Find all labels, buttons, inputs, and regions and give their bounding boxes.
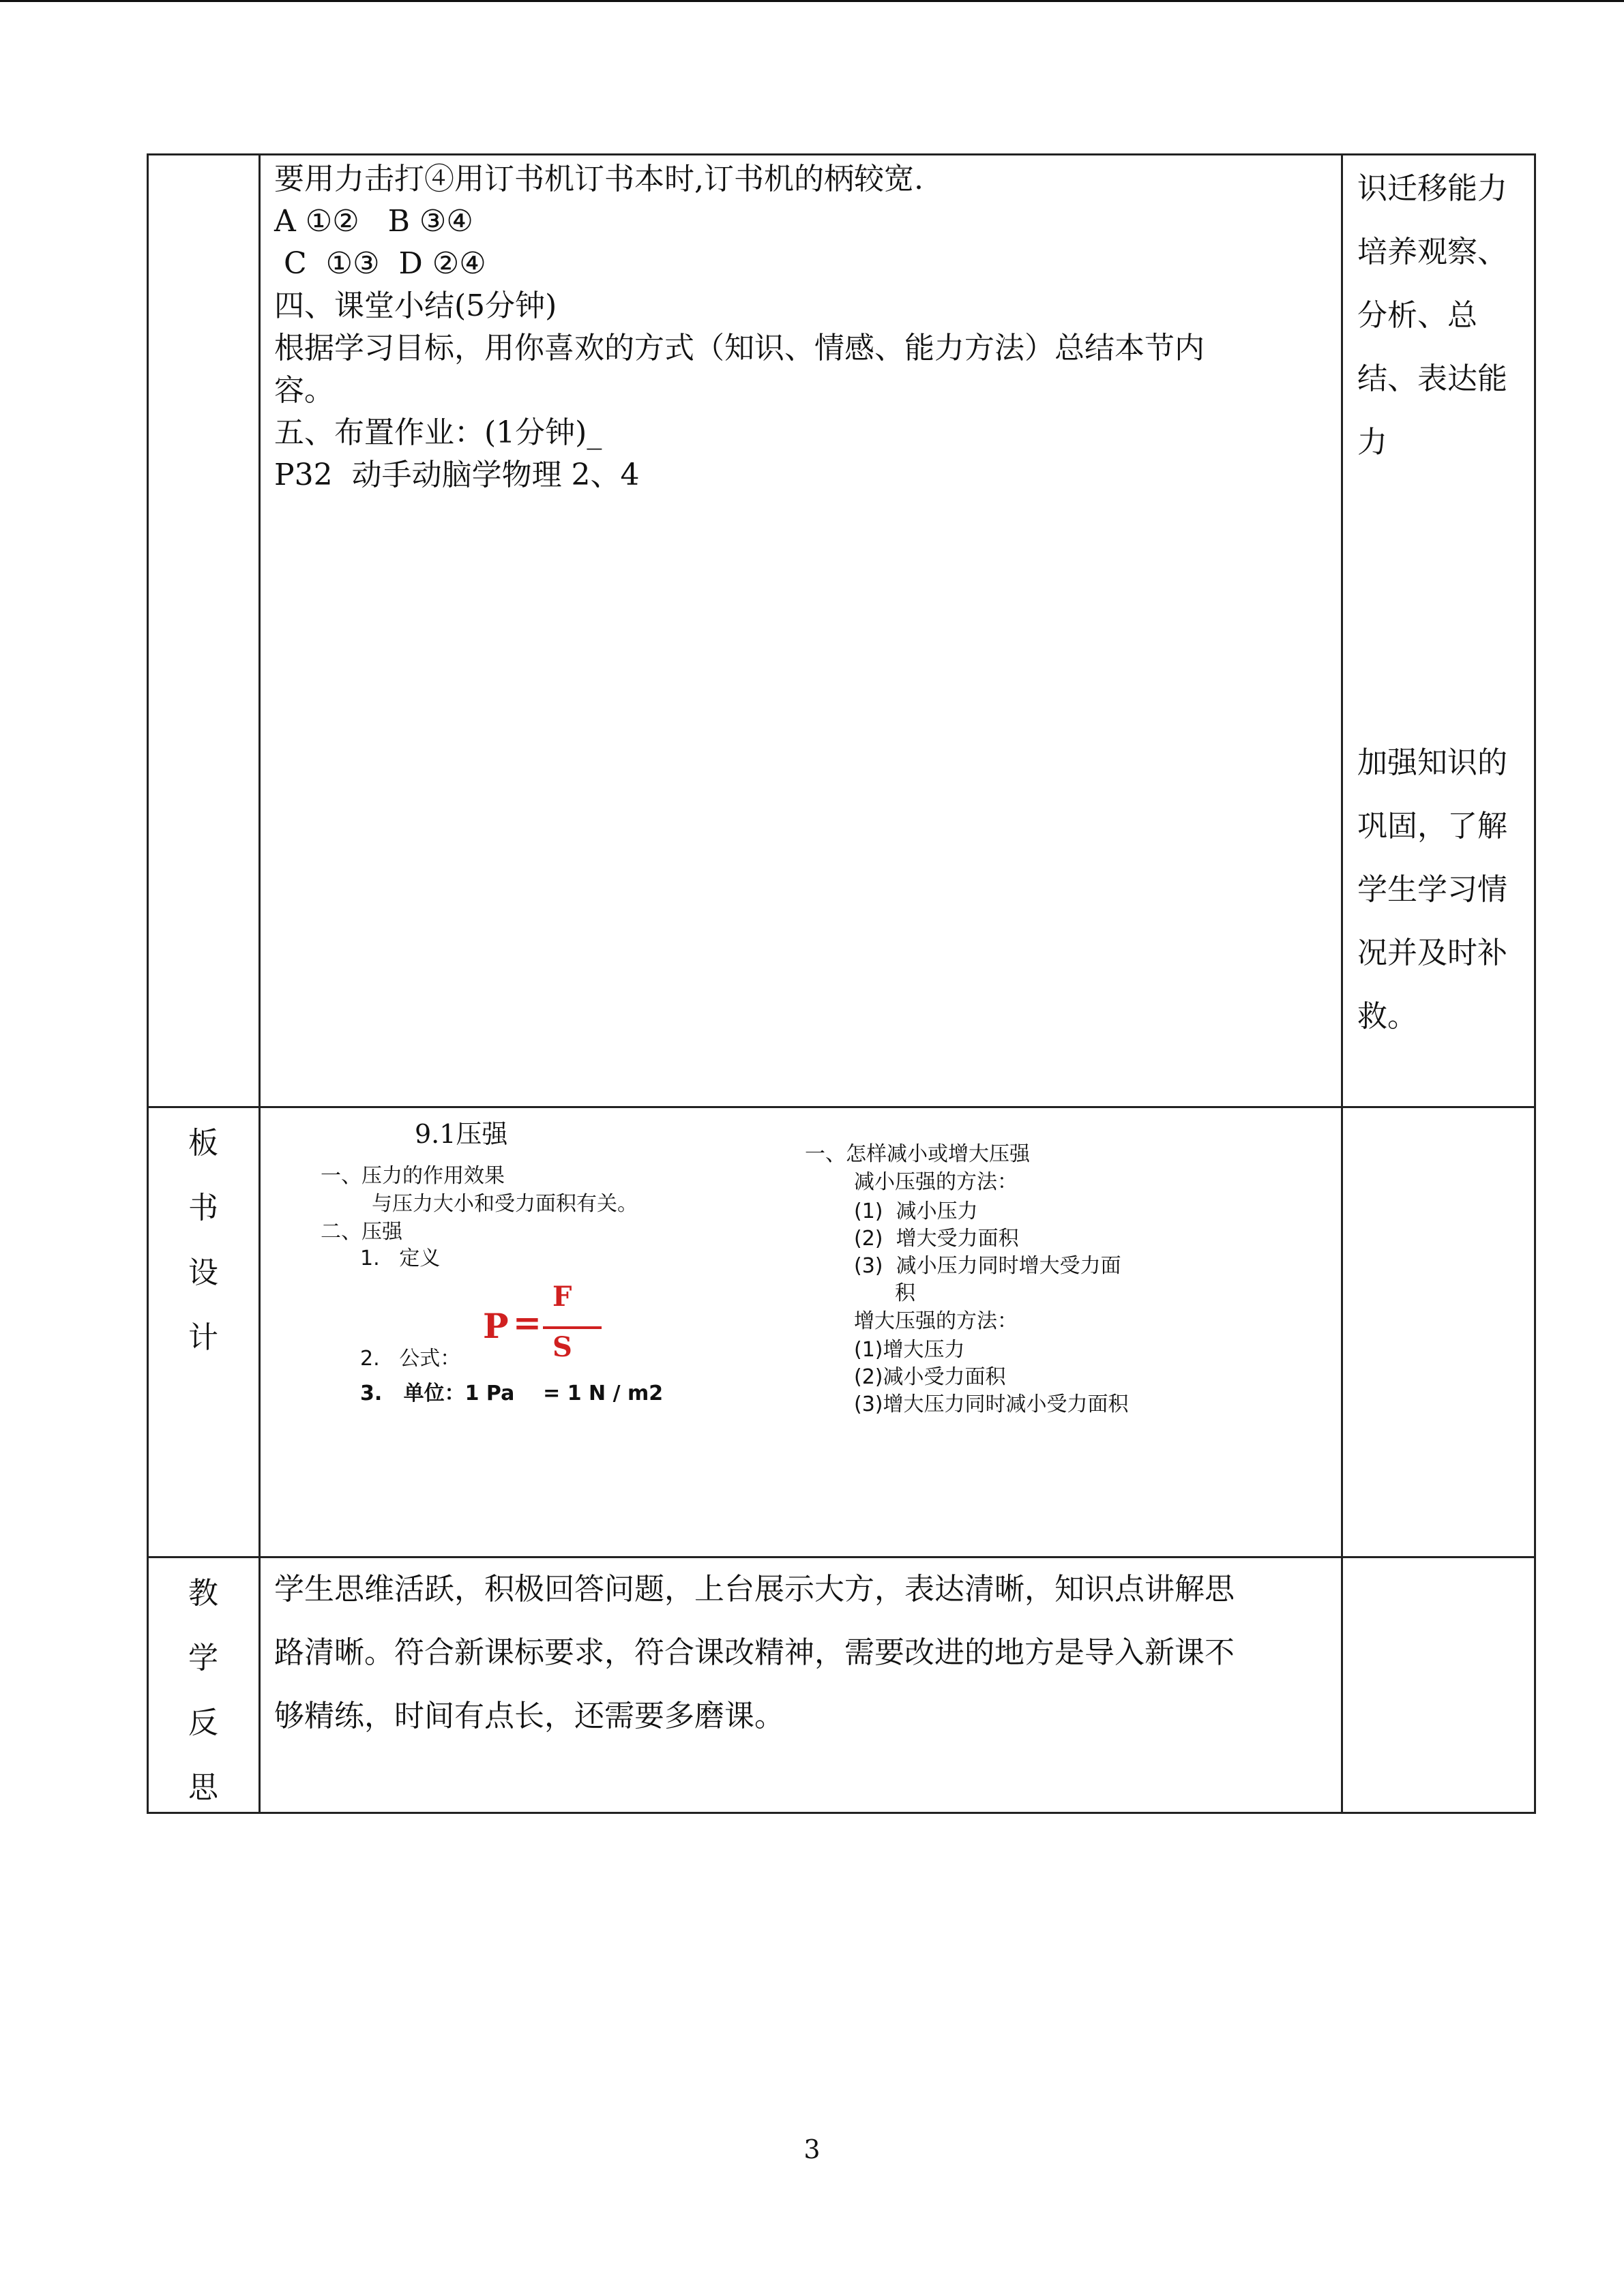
top-rule <box>0 0 1624 2</box>
increase-method-item: (2)减小受力面积 <box>854 1365 1006 1389</box>
lesson-line: 要用力击打④用订书机订书本时,订书机的柄较宽. <box>274 162 924 196</box>
lesson-line: 容。 <box>274 373 334 408</box>
reduce-method-item: (1) 减小压力 <box>854 1199 978 1223</box>
table-border-right <box>1534 153 1536 1814</box>
intent-line: 加强知识的 <box>1357 745 1507 780</box>
intent-line: 结、表达能 <box>1357 361 1507 396</box>
label-char: 思 <box>188 1770 218 1805</box>
intent-line: 巩固，了解 <box>1357 809 1507 844</box>
formula-equals: = <box>513 1302 542 1343</box>
label-char: 学 <box>188 1641 218 1675</box>
increase-methods-title: 增大压强的方法： <box>854 1309 1018 1333</box>
lesson-line: 五、布置作业：(1分钟)_ <box>274 415 602 450</box>
table-border-bottom <box>147 1812 1536 1814</box>
label-char: 反 <box>188 1705 218 1740</box>
label-char: 书 <box>188 1191 218 1225</box>
lesson-line: 四、课堂小结(5分钟) <box>274 288 557 323</box>
lesson-line: 根据学习目标，用你喜欢的方式（知识、情感、能力方法）总结本节内 <box>274 331 1205 366</box>
formula-lhs: P <box>483 1306 509 1346</box>
table-border-top <box>147 153 1536 155</box>
reduce-method-item: (2) 增大受力面积 <box>854 1227 1019 1251</box>
board-left-item-1: 1. 定义 <box>360 1247 441 1270</box>
intent-line: 培养观察、 <box>1357 235 1507 269</box>
intent-line: 识迁移能力 <box>1357 171 1507 206</box>
intent-line: 力 <box>1357 425 1387 460</box>
reflection-line: 学生思维活跃，积极回答问题，上台展示大方，表达清晰，知识点讲解思 <box>274 1572 1235 1607</box>
board-left-heading-2: 二、压强 <box>321 1220 402 1244</box>
lesson-line: A ①② B ③④ <box>274 204 473 239</box>
label-char: 教 <box>188 1576 218 1611</box>
lesson-line: P32 动手动脑学物理 2、4 <box>274 458 640 492</box>
reflection-line: 路清晰。符合新课标要求，符合课改精神，需要改进的地方是导入新课不 <box>274 1635 1235 1670</box>
table-border-left <box>147 153 149 1814</box>
page-number: 3 <box>803 2134 821 2164</box>
reduce-methods-title: 减小压强的方法： <box>854 1170 1018 1194</box>
board-left-item-3: 3. 单位：1 Pa = 1 N / m2 <box>360 1382 664 1405</box>
intent-line: 分析、总 <box>1357 298 1477 333</box>
increase-method-item: (3)增大压力同时减小受力面积 <box>854 1392 1129 1416</box>
board-right-heading: 一、怎样减小或增大压强 <box>805 1142 1030 1166</box>
board-left-heading-1: 一、压力的作用效果 <box>321 1164 505 1188</box>
label-char: 设 <box>188 1255 218 1290</box>
column-divider-1 <box>259 153 261 1814</box>
label-char: 板 <box>188 1126 218 1161</box>
intent-line: 救。 <box>1357 999 1417 1034</box>
reduce-method-item: 积 <box>895 1281 915 1305</box>
increase-method-item: (1)增大压力 <box>854 1338 965 1362</box>
row-divider-1 <box>147 1106 1536 1108</box>
board-title: 9.1压强 <box>415 1119 508 1149</box>
lesson-line: C ①③ D ②④ <box>274 246 486 281</box>
board-left-sub: 与压力大小和受力面积有关。 <box>372 1192 638 1216</box>
formula-denominator: S <box>552 1331 572 1363</box>
intent-line: 学生学习情 <box>1357 872 1507 907</box>
formula-numerator: F <box>552 1281 572 1313</box>
reflection-line: 够精练，时间有点长，还需要多磨课。 <box>274 1699 784 1733</box>
column-divider-2 <box>1341 153 1343 1814</box>
board-left-item-2: 2. 公式： <box>360 1347 461 1371</box>
reduce-method-item: (3) 减小压力同时增大受力面 <box>854 1254 1121 1278</box>
label-char: 计 <box>188 1320 218 1355</box>
intent-line: 况并及时补 <box>1357 936 1507 970</box>
fraction-bar <box>543 1326 602 1329</box>
